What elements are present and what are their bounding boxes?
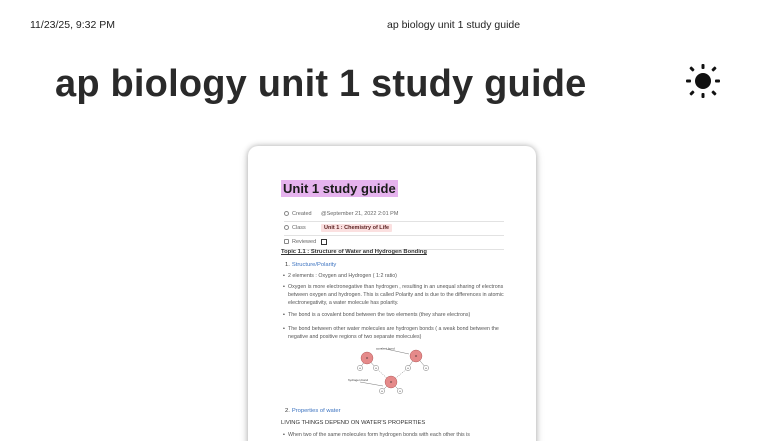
theme-toggle-button[interactable] [684, 62, 722, 100]
sun-icon [684, 62, 722, 100]
svg-text:O: O [414, 354, 418, 358]
list-item: • Oxygen is more electronegative than hydrogen , resulting in an unequal sharing of electrons between oxygen and hydrogen. This is called Polarity and is due to the differences in atomic electronegativity, a water molecule has polarity. [288, 284, 518, 307]
svg-text:H: H [381, 391, 383, 393]
section-structure-polarity[interactable] [285, 262, 336, 268]
reviewed-label: Reviewed [292, 239, 317, 245]
document-heading: Unit 1 study guide [283, 181, 396, 196]
section-number: 2. [285, 408, 290, 414]
print-header [0, 19, 784, 33]
reviewed-checkbox[interactable] [321, 239, 327, 245]
section-number: 1. [285, 262, 290, 268]
topic-heading: Topic 1.1 : Structure of Water and Hydrogen Bonding [281, 249, 427, 255]
checkbox-property-icon [284, 239, 289, 244]
list-item: • The bond between other water molecules are hydrogen bonds ( a weak bond between the negative and positive regions of two separate molecules) [288, 326, 518, 342]
created-value: @September 21, 2022 2:01 PM [321, 210, 399, 217]
section-properties-of-water[interactable] [285, 408, 341, 414]
water-hydrogen-bond-diagram [346, 346, 436, 396]
section-title-link[interactable]: Structure/Polarity [291, 262, 337, 268]
created-label: Created [292, 210, 312, 217]
svg-text:H: H [425, 368, 427, 370]
list-item: • When two of the same molecules form hydrogen bonds with each other this is [288, 432, 518, 440]
svg-text:H: H [399, 391, 401, 393]
svg-text:H: H [359, 368, 361, 370]
print-datetime: 11/23/25, 9:32 PM [30, 19, 116, 31]
svg-text:H: H [407, 368, 409, 370]
section-title-link[interactable]: Properties of water [291, 408, 341, 414]
living-things-heading: LIVING THINGS DEPEND ON WATER'S PROPERTIES [281, 420, 426, 426]
select-icon [284, 225, 289, 230]
class-label: Class [292, 225, 306, 231]
covalent-bond-label: covalent bond [376, 346, 395, 351]
page-title: ap biology unit 1 study guide [55, 63, 587, 105]
svg-text:O: O [365, 356, 369, 360]
document-preview-card[interactable] [248, 146, 536, 441]
hydrogen-bond-label: hydrogen bond [348, 378, 369, 382]
property-row-reviewed [284, 235, 504, 249]
clock-icon [284, 211, 289, 216]
print-header-title: ap biology unit 1 study guide [387, 19, 521, 31]
list-item: • The bond is a covalent bond between the two elements (they share electrons) [288, 312, 518, 320]
list-item: • 2 elements : Oxygen and Hydrogen ( 1:2 ratio) [288, 273, 518, 281]
property-row-created [284, 207, 504, 221]
svg-text:O: O [389, 380, 393, 384]
property-row-class [284, 221, 504, 235]
properties-table [284, 207, 504, 250]
class-tag: Unit 1 : Chemistry of Life [321, 224, 392, 232]
svg-text:H: H [375, 368, 377, 370]
